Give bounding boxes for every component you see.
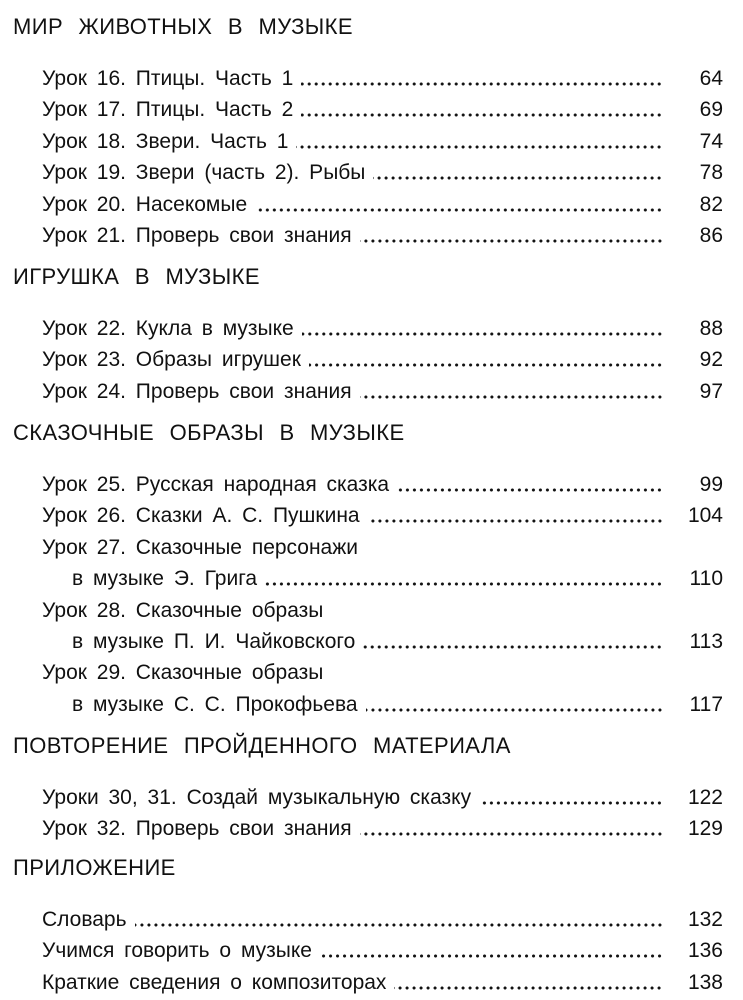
page-number: 82 [699,192,723,216]
toc-entry[interactable] [0,316,743,346]
entry-label: Урок 21. Проверь свои знания [42,224,352,247]
entry-continuation-line [72,692,663,718]
toc-entry[interactable] [0,347,743,377]
entry-title-line [42,816,663,842]
entry-continuation-line [72,566,663,592]
section-title: ПРИЛОЖЕНИЕ [13,855,176,880]
page-number: 122 [687,786,723,809]
page-number: 69 [699,98,723,122]
entry-label: Краткие сведения о композиторах [42,970,387,994]
entry-label: Урок 23. Образы игрушек [42,348,301,372]
entry-label: Урок 29. Сказочные образы [42,661,324,685]
section-title: ПОВТОРЕНИЕ ПРОЙДЕННОГО МАТЕРИАЛА [13,733,511,758]
page-number: 104 [687,504,723,528]
toc-entry[interactable] [0,472,743,502]
dot-leader [302,332,663,336]
entry-label: Урок 32. Проверь свои знания [42,817,352,841]
entry-label: Урок 24. Проверь свои знания [42,379,352,403]
page-number: 136 [687,939,723,963]
dot-leader [373,176,663,180]
dot-leader [360,395,663,399]
entry-label: Учимся говорить о музыке [42,939,312,963]
page-number: 78 [699,161,723,185]
dot-leader [479,801,663,805]
entry-title-line [42,970,663,996]
dot-leader [360,832,663,836]
dot-leader [320,954,663,958]
entry-title-line [42,129,663,155]
page-number: 132 [687,908,723,931]
dot-leader [255,208,663,212]
toc-entry[interactable] [0,938,743,968]
toc-entry[interactable] [0,192,743,222]
toc-entry[interactable] [0,97,743,127]
toc-entry[interactable] [0,907,743,937]
entry-title-line [42,66,663,92]
entry-title-line [42,160,663,186]
toc-entry[interactable] [0,970,743,1000]
page-number: 99 [699,473,723,496]
entry-label: Уроки 30, 31. Создай музыкальную сказку [42,786,472,809]
toc-entry[interactable] [0,535,743,591]
dot-leader [368,519,663,523]
entry-title-line [42,907,663,933]
entry-continuation-line [72,629,663,655]
entry-label: Урок 28. Сказочные образы [42,598,324,622]
dot-leader [301,82,663,86]
page-number: 86 [699,224,723,247]
page-number: 129 [687,817,723,841]
toc-entry[interactable] [0,160,743,190]
entry-label: Урок 16. Птицы. Часть 1 [42,67,294,90]
entry-label: Урок 20. Насекомые [42,192,248,216]
section-title: МИР ЖИВОТНЫХ В МУЗЫКЕ [13,14,353,39]
dot-leader [309,363,663,367]
dot-leader [301,113,663,117]
toc-entry[interactable] [0,660,743,716]
entry-title-line [42,660,331,686]
entry-label: Словарь [42,908,127,931]
entry-label: в музыке П. И. Чайковского [72,629,356,653]
page-number: 110 [689,567,723,591]
entry-label: Урок 17. Птицы. Часть 2 [42,98,294,122]
dot-leader [296,145,663,149]
toc-entry[interactable] [0,785,743,815]
dot-leader [394,986,663,990]
entry-label: Урок 19. Звери (часть 2). Рыбы [42,161,366,185]
entry-title-line [42,785,663,811]
page-number: 113 [689,629,723,653]
dot-leader [363,645,663,649]
entry-label: Урок 18. Звери. Часть 1 [42,129,289,153]
page-number: 138 [687,970,723,994]
entry-title-line [42,598,331,624]
dot-leader [135,923,663,927]
page-number: 97 [699,379,723,403]
entry-label: в музыке Э. Грига [72,567,258,591]
entry-title-line [42,316,663,342]
entry-label: в музыке С. С. Прокофьева [72,692,358,716]
entry-label: Урок 22. Кукла в музыке [42,317,294,340]
toc-entry[interactable] [0,816,743,846]
dot-leader [360,239,663,243]
page-number: 92 [699,348,723,372]
toc-entry[interactable] [0,223,743,253]
page-number: 117 [689,692,723,716]
entry-title-line [42,347,663,373]
page-number: 64 [699,67,723,90]
page-number: 88 [699,317,723,340]
toc-entry[interactable] [0,66,743,96]
dot-leader [366,708,663,712]
section-title: ИГРУШКА В МУЗЫКЕ [13,264,260,289]
toc-entry[interactable] [0,503,743,533]
toc-entry[interactable] [0,129,743,159]
section-title: СКАЗОЧНЫЕ ОБРАЗЫ В МУЗЫКЕ [13,420,405,445]
entry-title-line [42,192,663,218]
entry-label: Урок 27. Сказочные персонажи [42,535,359,559]
entry-title-line [42,379,663,405]
dot-leader [397,488,663,492]
page-number: 74 [699,129,723,153]
toc-entry[interactable] [0,598,743,653]
entry-label: Урок 25. Русская народная сказка [42,473,390,496]
entry-title-line [42,938,663,964]
toc-entry[interactable] [0,379,743,409]
entry-label: Урок 26. Сказки А. С. Пушкина [42,504,360,528]
dot-leader [265,582,663,586]
entry-title-line [42,472,663,498]
entry-title-line [42,535,366,561]
entry-title-line [42,503,663,529]
entry-title-line [42,97,663,123]
entry-title-line [42,223,663,249]
